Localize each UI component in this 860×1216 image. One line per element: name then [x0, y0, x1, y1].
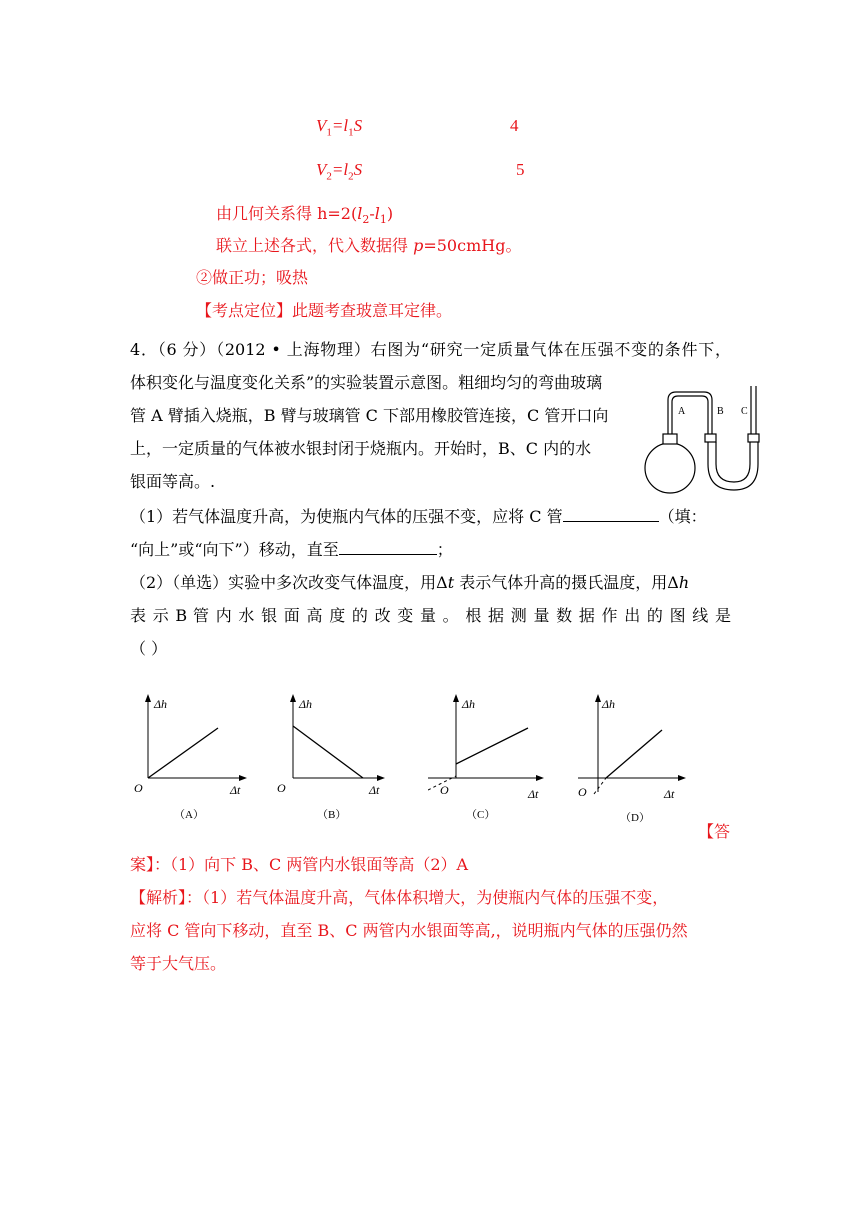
graph-c-origin: O: [440, 783, 449, 797]
graph-b-origin: O: [277, 781, 286, 795]
graph-d-caption: （D）: [620, 812, 650, 824]
label-c: C: [741, 406, 748, 417]
graph-b-ylabel: Δh: [299, 697, 313, 711]
graph-a-xlabel: Δt: [230, 783, 241, 797]
graph-c-xlabel: Δt: [528, 787, 539, 801]
graph-c-ylabel: Δh: [462, 697, 476, 711]
graph-a-origin: O: [134, 781, 143, 795]
flask-icon: [645, 443, 695, 493]
graph-d-line: [606, 730, 662, 778]
equation-v1: $V_1=l_1S$: [316, 116, 363, 139]
analysis-line-2: 应将 C 管向下移动，直至 B、C 两管内水银面等高,，说明瓶内气体的压强仍然: [130, 921, 688, 940]
label-b: B: [717, 406, 724, 417]
analysis-tag: 【解析】：: [130, 888, 203, 907]
equation-number-4: 4: [510, 116, 519, 135]
sub1-line-2: “向上”或“向下”）移动，直至 ；: [130, 540, 453, 559]
q4-line-4: 上，一定质量的气体被水银封闭于烧瓶内。开始时，B、C 内的水: [130, 439, 592, 458]
sub2-line-1: （2）（单选）实验中多次改变气体温度，用Δt 表示气体升高的摄氏温度，用Δh: [130, 573, 690, 592]
kaodian-line: 【考点定位】此题考查玻意耳定律。: [196, 301, 453, 320]
graph-a-ylabel: Δh: [154, 697, 168, 711]
equation-number-5: 5: [516, 160, 525, 179]
q4-line-3: 管 A 臂插入烧瓶，B 臂与玻璃管 C 下部用橡胶管连接，C 管开口向: [130, 406, 609, 425]
graph-a-caption: （A）: [174, 809, 204, 820]
graph-c-line: [456, 728, 528, 764]
apparatus-diagram: [638, 386, 768, 496]
combine-result-line: 联立上述各式，代入数据得 p=50cmHg。: [216, 236, 522, 255]
sub2-line-2: 表 示 B 管 内 水 银 面 高 度 的 改 变 量 。 根 据 测 量 数 据 作 出 的 图 线 是: [130, 606, 731, 625]
graph-c-caption: （C）: [466, 809, 496, 820]
sub1-line-1: （1）若气体温度升高，为使瓶内气体的压强不变，应将 C 管 （填：: [130, 507, 707, 526]
answer-line: 案】：（1）向下 B、C 两管内水银面等高（2）A: [130, 855, 469, 874]
geometry-relation-line: 由几何关系得 $h=2(l_2-l_1)$: [216, 204, 394, 227]
graph-d-ylabel: Δh: [602, 697, 616, 711]
graph-b: [275, 690, 405, 820]
graph-b-caption: （B）: [317, 809, 347, 820]
equation-v2: $V_2=l_2S$: [316, 160, 363, 183]
answer-tag-end: 【答: [698, 822, 731, 841]
graph-a: [130, 690, 260, 820]
graph-d-origin: O: [578, 785, 587, 799]
graph-b-xlabel: Δt: [369, 783, 380, 797]
label-a: A: [678, 406, 686, 417]
graph-d-dash: [594, 778, 606, 794]
analysis-line-1: 【解析】：（1）若气体温度升高，气体体积增大，为使瓶内气体的压强不变，: [130, 888, 669, 907]
sub2-line-3: （ ）: [130, 639, 168, 658]
analysis-line-3: 等于大气压。: [130, 954, 227, 973]
graph-a-line: [148, 728, 218, 778]
q4-line-2: 体积变化与温度变化关系”的实验装置示意图。粗细均匀的弯曲玻璃: [130, 373, 603, 392]
blank-2[interactable]: [339, 540, 437, 555]
answer-part-2: ②做正功；吸热: [196, 268, 309, 287]
graph-d-xlabel: Δt: [664, 787, 675, 801]
graph-c: [428, 690, 558, 820]
blank-1[interactable]: [563, 507, 659, 522]
q4-line-5: 银面等高。.: [130, 472, 216, 491]
q4-line-1: 4．（6 分）（2012 • 上海物理）右图为“研究一定质量气体在压强不变的条件下，: [130, 340, 731, 359]
graph-b-line: [293, 726, 363, 778]
graph-d: [570, 690, 700, 825]
